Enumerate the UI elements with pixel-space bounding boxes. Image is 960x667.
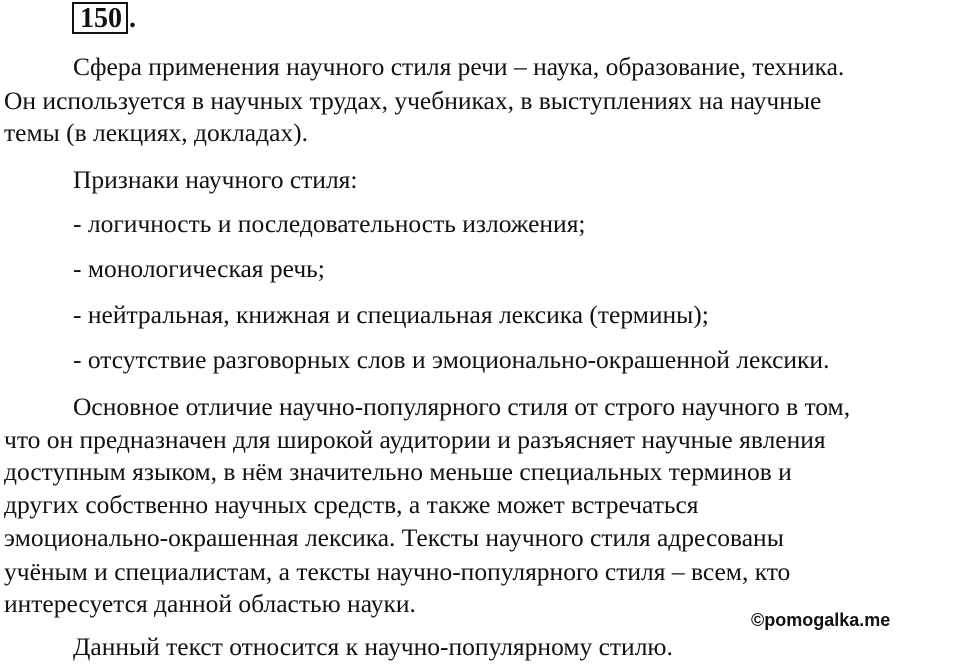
paragraph-line: Основное отличие научно-популярного стиля от строго научного в том, — [73, 392, 851, 421]
paragraph-line: Он используется в научных трудах, учебниках, в выступлениях на научные — [4, 86, 822, 115]
paragraph-line: темы (в лекциях, докладах). — [4, 118, 309, 147]
paragraph-line: что он предназначен для широкой аудитории и разъясняет научные явления — [4, 425, 826, 454]
features-heading: Признаки научного стиля: — [73, 165, 358, 194]
list-item: - логичность и последовательность изложения; — [73, 209, 586, 238]
paragraph-line: доступным языком, в нём значительно меньше специальных терминов и — [4, 457, 792, 486]
paragraph-line: других собственно научных средств, а также может встречаться — [4, 490, 699, 519]
exercise-number-box: 150 — [72, 2, 128, 34]
list-item: - отсутствие разговорных слов и эмоционально-окрашенной лексики. — [73, 345, 830, 374]
watermark: ©pomogalka.me — [751, 610, 891, 630]
exercise-number — [72, 2, 136, 34]
list-item: - монологическая речь; — [73, 254, 325, 283]
paragraph-line: эмоционально-окрашенная лексика. Тексты научного стиля адресованы — [4, 523, 784, 552]
exercise-number-dot: . — [129, 3, 136, 34]
paragraph-line: интересуется данной областью науки. — [4, 589, 416, 618]
conclusion: Данный текст относится к научно-популярному стилю. — [73, 632, 673, 661]
paragraph-line: учёным и специалистам, а тексты научно-популярного стиля – всем, кто — [4, 557, 791, 586]
list-item: - нейтральная, книжная и специальная лексика (термины); — [73, 300, 709, 329]
paragraph-line: Сфера применения научного стиля речи – наука, образование, техника. — [73, 52, 845, 81]
